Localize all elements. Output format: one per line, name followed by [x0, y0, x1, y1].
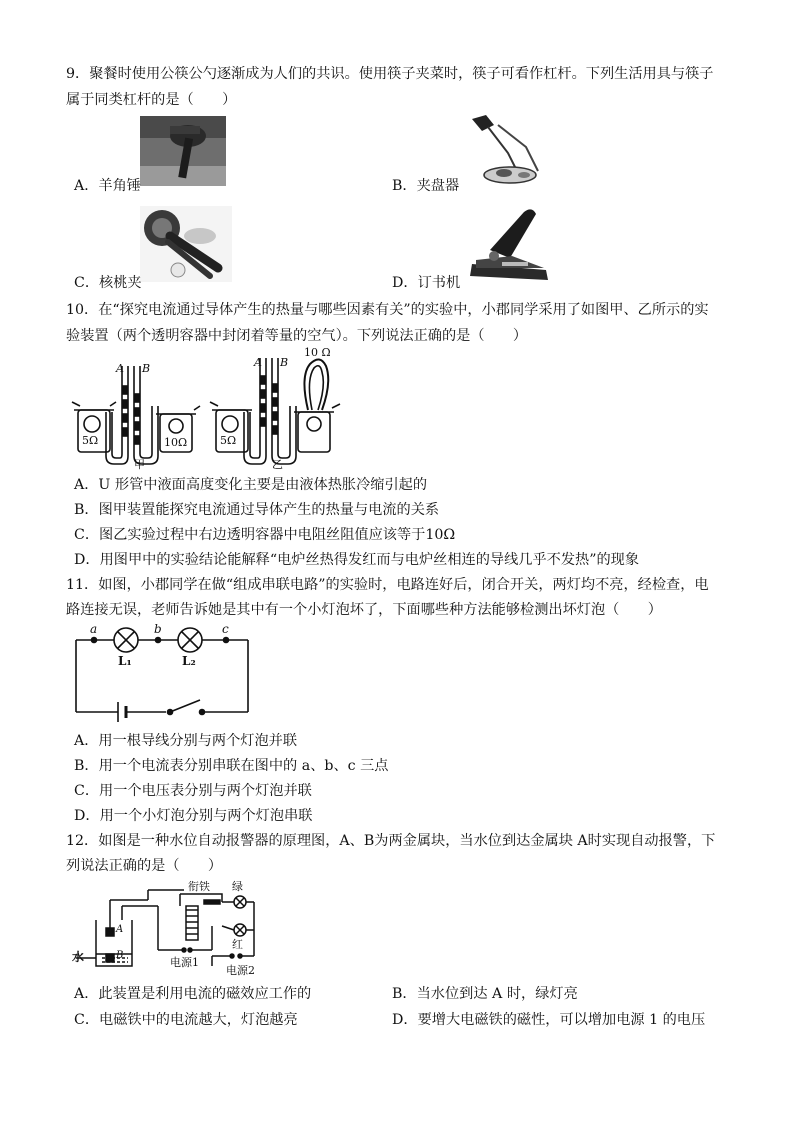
fig11-point-c: c [222, 622, 229, 636]
fig10-r-left2: 5Ω [220, 434, 237, 447]
fig12-source2: 电源2 [226, 964, 255, 977]
plate-clip-photo [468, 113, 554, 189]
q9-stem-line1: 9．聚餐时使用公筷公勺逐渐成为人们的共识。使用筷子夹菜时，筷子可看作杠杆。下列生活用具与筷子 [66, 66, 714, 82]
q11-stem-line1: 11．如图，小郡同学在做“组成串联电路”的实验时，电路连好后，闭合开关，两灯均不亮，经检查，电 [66, 577, 709, 593]
fig12-armature: 衔铁 [188, 880, 210, 893]
q9-option-b: B．夹盘器 [392, 178, 460, 194]
fig10-r-left: 5Ω [82, 434, 99, 447]
q9-option-d: D．订书机 [392, 275, 461, 291]
q10-option-d: D．用图甲中的实验结论能解释“电炉丝热得发红而与电炉丝相连的导线几乎不发热”的现象 [74, 552, 640, 568]
fig12-green: 绿 [232, 880, 243, 893]
fig11-lamp1: L₁ [118, 654, 132, 668]
fig10-label-b: B [142, 362, 151, 375]
fig11-lamp2: L₂ [182, 654, 196, 668]
q10-option-b: B．图甲装置能探究电流通过导体产生的热量与电流的关系 [74, 502, 440, 518]
water-alarm-figure [72, 876, 272, 978]
q12-option-d: D．要增大电磁铁的磁性，可以增加电源 1 的电压 [392, 1012, 706, 1028]
q10-option-c: C．图乙实验过程中右边透明容器中电阻丝阻值应该等于10Ω [74, 527, 456, 543]
q11-option-a: A．用一根导线分别与两个灯泡并联 [74, 733, 298, 749]
fig10-caption-yi: 乙 [272, 458, 283, 471]
q10-option-a: A．U 形管中液面高度变化主要是由液体热胀冷缩引起的 [74, 477, 428, 493]
q12-option-a: A．此装置是利用电流的磁效应工作的 [74, 986, 312, 1002]
q10-stem-line1: 10．在“探究电流通过导体产生的热量与哪些因素有关”的实验中，小郡同学采用了如图甲、乙所示的实 [66, 302, 709, 318]
fig10-label-a2: A [254, 356, 262, 369]
q10-stem-line2: 验装置（两个透明容器中封闭着等量的空气）。下列说法正确的是（ ） [66, 328, 528, 344]
q11-option-d: D．用一个小灯泡分别与两个灯泡串联 [74, 808, 313, 824]
fig10-label-a: A [116, 362, 124, 375]
fig12-source1: 电源1 [170, 956, 199, 969]
q9-option-c: C．核桃夹 [74, 275, 142, 291]
q12-option-b: B．当水位到达 A 时，绿灯亮 [392, 986, 578, 1002]
q9-option-a: A．羊角锤 [74, 178, 141, 194]
fig10-r-top: 10 Ω [304, 346, 331, 359]
fig11-point-a: a [90, 622, 98, 636]
fig12-block-b: B [116, 950, 124, 961]
q9-stem-line2: 属于同类杠杆的是（ ） [66, 92, 237, 108]
q12-stem-line2: 列说法正确的是（ ） [66, 858, 223, 874]
series-circuit-figure [70, 622, 260, 726]
fig12-water: 水 [72, 950, 85, 964]
heat-experiment-figure [70, 346, 360, 472]
fig12-red: 红 [232, 938, 243, 951]
fig10-caption-jia: 甲 [134, 458, 145, 471]
q11-option-c: C．用一个电压表分别与两个灯泡并联 [74, 783, 312, 799]
q12-option-c: C．电磁铁中的电流越大，灯泡越亮 [74, 1012, 298, 1028]
fig10-label-b2: B [280, 356, 289, 369]
stapler-photo [462, 204, 556, 284]
fig11-point-b: b [154, 622, 162, 636]
q12-stem-line1: 12．如图是一种水位自动报警器的原理图，A、B为两金属块，当水位到达金属块 A时实现自动报警，下 [66, 833, 716, 849]
q11-stem-line2: 路连接无误，老师告诉她是其中有一个小灯泡坏了，下面哪些种方法能够检测出坏灯泡（ ） [66, 602, 662, 618]
claw-hammer-photo [140, 116, 226, 186]
q11-option-b: B．用一个电流表分别串联在图中的 a、b、c 三点 [74, 758, 389, 774]
fig10-r-right: 10Ω [164, 436, 188, 449]
nutcracker-photo [140, 206, 232, 282]
fig12-block-a: A [116, 924, 124, 935]
